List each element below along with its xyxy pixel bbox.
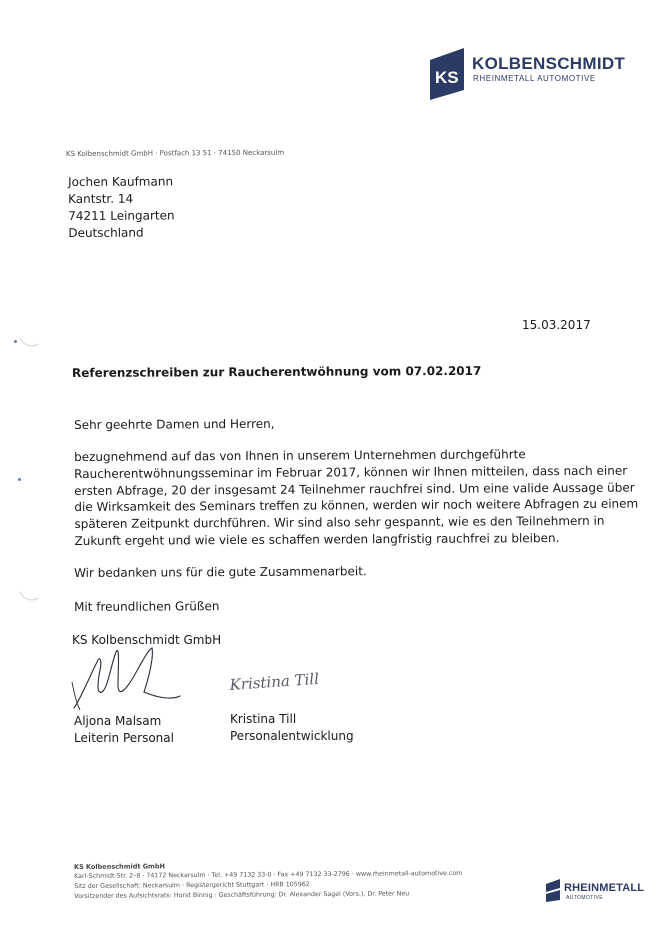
body-line: Zukunft ergeht und wie viele es schaffen werden langfristig rauchfrei zu bleiben.	[74, 531, 560, 548]
rheinmetall-logo	[546, 876, 645, 906]
letter-subject: Referenzschreiben zur Raucherentwöhnung vom 07.02.2017	[72, 363, 482, 380]
footer-line: Karl-Schmidt-Str. 2–8 · 74172 Neckarsulm · Tel. +49 7132 33-0 · Fax +49 7132 33-2796 · www.rheinmetall-automotive.com	[74, 869, 463, 880]
recipient-street: Kantstr. 14	[68, 191, 134, 206]
recipient-city: 74211 Leingarten	[68, 208, 175, 223]
rheinmetall-subtitle: AUTOMOTIVE	[566, 895, 603, 901]
body-line: die Wirksamkeit des Seminars treffen zu können, werden wir noch weitere Abfragen zu einem	[74, 496, 639, 515]
footer-line: Sitz der Gesellschaft: Neckarsulm · Registergericht Stuttgart · HRB 105962	[74, 881, 310, 890]
recipient-name: Jochen Kaufmann	[68, 174, 174, 189]
body-line: bezugnehmend auf das von Ihnen in unserem Unternehmen durchgeführte	[74, 447, 526, 464]
signatory-role: Leiterin Personal	[74, 730, 174, 745]
closing-company: KS Kolbenschmidt GmbH	[72, 633, 222, 647]
company-logo	[428, 46, 628, 102]
logo-subtitle: RHEINMETALL AUTOMOTIVE	[473, 74, 596, 83]
thanks-line: Wir bedanken uns für die gute Zusammenarbeit.	[74, 564, 367, 580]
ks-logo-icon	[428, 46, 466, 102]
closing-line: Mit freundlichen Grüßen	[74, 599, 220, 614]
svg-text:KS: KS	[435, 68, 459, 87]
punch-hole-mark	[14, 340, 17, 343]
sender-address-line: KS Kolbenschmidt GmbH · Postfach 13 51 · 74150 Neckarsulm	[66, 148, 285, 158]
footer-company: KS Kolbenschmidt GmbH	[74, 862, 165, 871]
body-line: Raucherentwöhnungsseminar im Februar 2017, können wir Ihnen mitteilen, dass nach einer	[74, 463, 628, 481]
footer-line: Vorsitzender des Aufsichtsrats: Horst Binnig · Geschäftsführung: Dr. Alexander Sagel (Vors.), Dr. Peter Neu	[74, 890, 410, 900]
signature-malsam-image	[68, 640, 188, 715]
signature-till-text: Kristina Till	[229, 669, 320, 694]
body-line: späteren Zeitpunkt durchführen. Wir sind also sehr gespannt, wie es den Teilnehmern in	[74, 513, 605, 532]
letter-body	[74, 446, 638, 550]
punch-hole-mark	[18, 478, 21, 481]
signature-till-image	[226, 664, 376, 700]
scan-arc-mark	[18, 334, 40, 350]
signatory-name: Kristina Till	[230, 712, 297, 726]
rheinmetall-mark-icon	[546, 878, 562, 902]
salutation: Sehr geehrte Damen und Herren,	[74, 416, 275, 432]
footer	[74, 859, 463, 902]
logo-name: KOLBENSCHMIDT	[472, 54, 626, 73]
body-line: ersten Abfrage, 20 der insgesamt 24 Teilnehmer rauchfrei sind. Um eine valide Aussage über	[74, 480, 635, 498]
signatory-role: Personalentwicklung	[230, 728, 354, 743]
signatory-name: Aljona Malsam	[74, 714, 162, 728]
signatory-1	[74, 713, 174, 746]
recipient-country: Deutschland	[68, 225, 144, 240]
recipient-address	[68, 173, 175, 242]
letter-date: 15.03.2017	[522, 318, 591, 332]
scan-arc-mark	[18, 588, 40, 604]
signatory-2	[230, 711, 354, 744]
rheinmetall-name: RHEINMETALL	[564, 882, 645, 894]
